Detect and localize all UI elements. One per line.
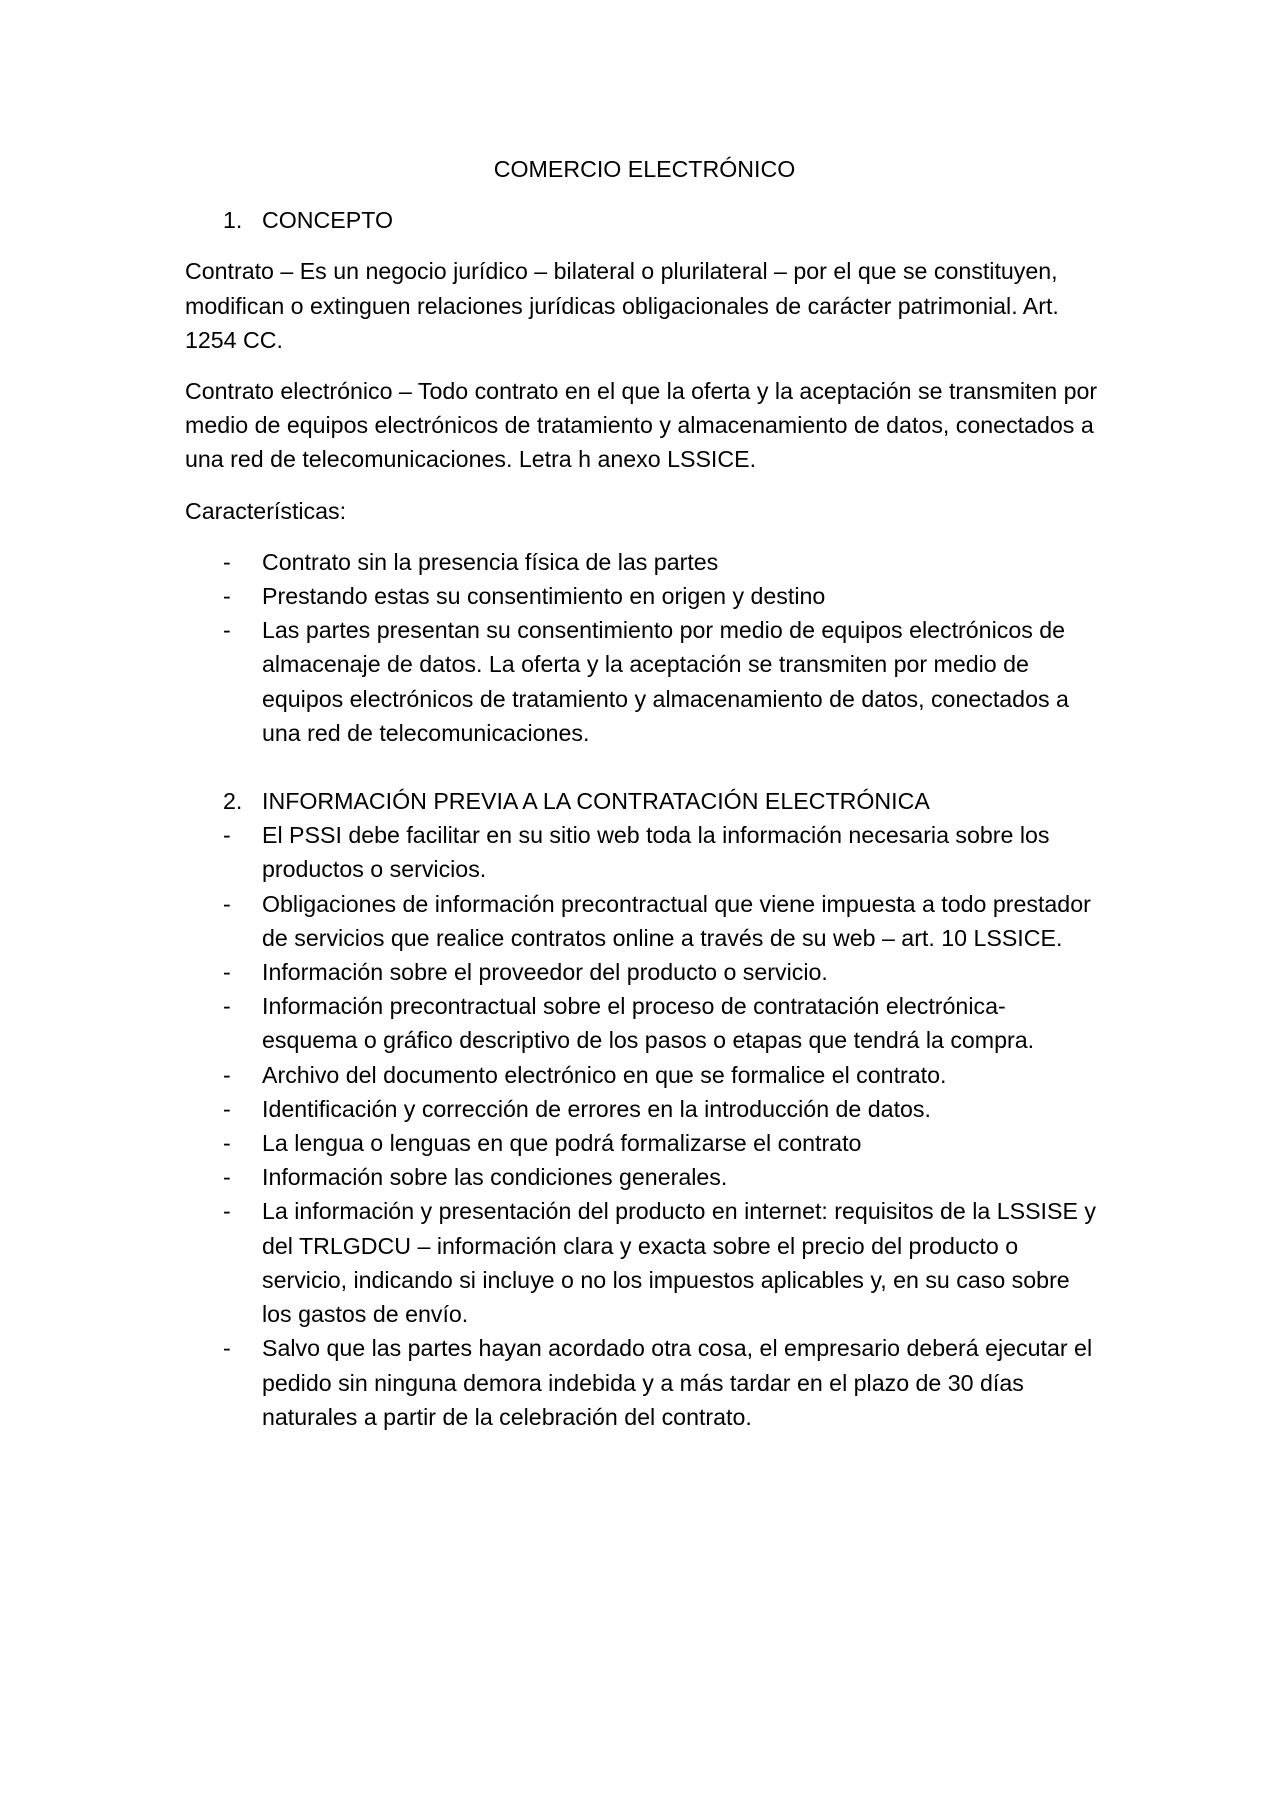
list-item-text: Información precontractual sobre el proceso de contratación electrónica- esquema o gráfico descriptivo de los pasos o etapas que tendrá la compra. bbox=[262, 993, 1035, 1054]
bullet-dash: - bbox=[223, 1335, 231, 1362]
section-2-title: INFORMACIÓN PREVIA A LA CONTRATACIÓN ELECTRÓNICA bbox=[262, 788, 930, 815]
list-item bbox=[185, 989, 1103, 1057]
list-item-text: Las partes presentan su consentimiento por medio de equipos electrónicos de almacenaje de datos. La oferta y la aceptación se transmiten por medio de equipos electrónicos de tratamiento y almacenamiento de datos, conectados a una red de telecomunicaciones. bbox=[262, 617, 1069, 746]
list-item bbox=[185, 1331, 1103, 1434]
list-item bbox=[185, 579, 1103, 613]
section-2-heading bbox=[185, 784, 1103, 818]
section-1-title: CONCEPTO bbox=[262, 207, 393, 234]
list-item-text: Identificación y corrección de errores en la introducción de datos. bbox=[262, 1095, 931, 1122]
list-item bbox=[185, 613, 1103, 750]
list-item bbox=[185, 818, 1103, 886]
paragraph-contrato-electronico: Contrato electrónico – Todo contrato en el que la oferta y la aceptación se transmiten por medio de equipos electrónicos de tratamiento y almacenamiento de datos, conectados a una red de telecomunicaciones. Letra h anexo LSSICE. bbox=[185, 378, 1098, 473]
paragraph-caracteristicas: Características: bbox=[185, 497, 347, 524]
list-item-text: Obligaciones de información precontractual que viene impuesta a todo prestador de servicios que realice contratos online a través de su web – art. 10 LSSICE. bbox=[262, 890, 1091, 951]
list-item bbox=[185, 1058, 1103, 1092]
bullet-dash: - bbox=[223, 1095, 231, 1122]
caracteristicas-list bbox=[185, 545, 1103, 750]
list-item bbox=[185, 1126, 1103, 1160]
list-item-text: La información y presentación del producto en internet: requisitos de la LSSISE y del TRLGDCU – información clara y exacta sobre el precio del producto o servicio, indicando si incluye o no los impuestos aplicables y, en su caso sobre los gastos de envío. bbox=[262, 1198, 1096, 1328]
list-item bbox=[185, 955, 1103, 989]
list-item-text: Archivo del documento electrónico en que se formalice el contrato. bbox=[262, 1061, 947, 1088]
bullet-dash: - bbox=[223, 548, 231, 575]
list-item-text: La lengua o lenguas en que podrá formalizarse el contrato bbox=[262, 1130, 862, 1157]
document-body bbox=[185, 152, 1103, 1434]
bullet-dash: - bbox=[223, 890, 231, 917]
bullet-dash: - bbox=[223, 993, 231, 1020]
bullet-dash: - bbox=[223, 1130, 231, 1157]
bullet-dash: - bbox=[223, 1061, 231, 1088]
document-title: COMERCIO ELECTRÓNICO bbox=[493, 156, 796, 182]
bullet-dash: - bbox=[223, 959, 231, 986]
list-item-text: Salvo que las partes hayan acordado otra cosa, el empresario deberá ejecutar el pedido sin ninguna demora indebida y a más tardar en el plazo de 30 días naturales a partir de la celebración del contrato. bbox=[262, 1335, 1093, 1430]
informacion-previa-list bbox=[185, 818, 1103, 1434]
list-item-text: Prestando estas su consentimiento en origen y destino bbox=[262, 583, 826, 610]
bullet-dash: - bbox=[223, 583, 231, 610]
list-item bbox=[185, 1160, 1103, 1194]
bullet-dash: - bbox=[223, 1164, 231, 1191]
list-item bbox=[185, 887, 1103, 955]
list-item-text: Información sobre las condiciones generales. bbox=[262, 1164, 728, 1191]
section-1-heading bbox=[185, 203, 1103, 237]
bullet-dash: - bbox=[223, 822, 231, 849]
section-2-number: 2. bbox=[223, 788, 243, 815]
list-item bbox=[185, 545, 1103, 579]
list-item bbox=[185, 1194, 1103, 1331]
bullet-dash: - bbox=[223, 617, 231, 644]
bullet-dash: - bbox=[223, 1198, 231, 1225]
section-1-number: 1. bbox=[223, 207, 243, 234]
list-item-text: El PSSI debe facilitar en su sitio web toda la información necesaria sobre los productos o servicios. bbox=[262, 822, 1050, 883]
list-item-text: Información sobre el proveedor del producto o servicio. bbox=[262, 959, 828, 986]
list-item-text: Contrato sin la presencia física de las partes bbox=[262, 548, 719, 575]
list-item bbox=[185, 1092, 1103, 1126]
paragraph-contrato: Contrato – Es un negocio jurídico – bilateral o plurilateral – por el que se constituyen, modifican o extinguen relaciones jurídicas obligacionales de carácter patrimonial. Art. 1254 CC. bbox=[185, 258, 1059, 353]
